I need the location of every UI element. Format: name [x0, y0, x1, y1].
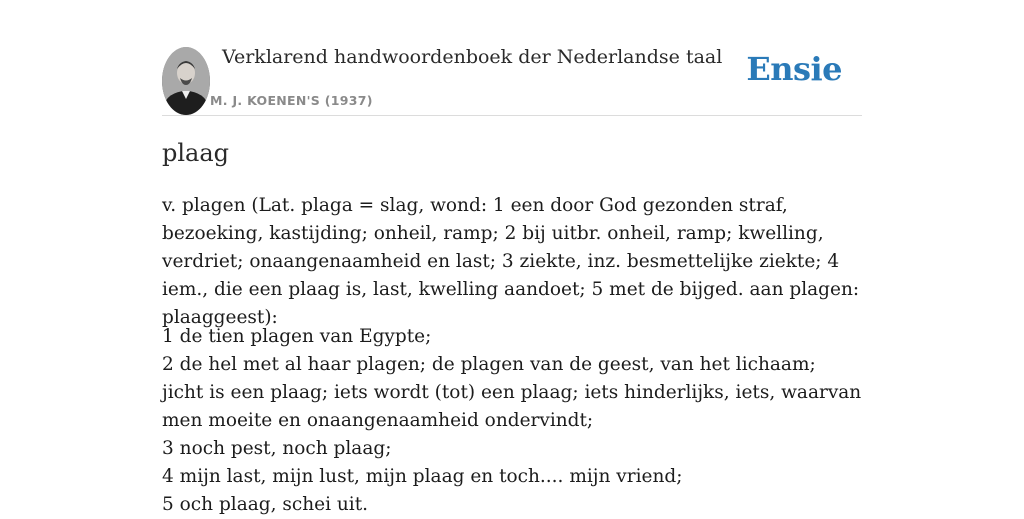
entry-examples [162, 323, 862, 519]
book-header [162, 0, 862, 116]
example-line: 4 mijn last, mijn lust, mijn plaag en toch.... mijn vriend; [162, 466, 683, 487]
author-label: M. J. KOENEN'S (1937) [210, 93, 373, 108]
page-container [162, 0, 862, 515]
example-line: 3 noch pest, noch plaag; [162, 438, 392, 459]
ensie-logo[interactable]: Ensie [746, 50, 842, 88]
author-portrait [162, 47, 210, 115]
entry-definition: v. plagen (Lat. plaga = slag, wond: 1 een door God gezonden straf, bezoeking, kastijding; onheil, ramp; 2 bij uitbr. onheil, ramp; kwelling, verdriet; onaangenaamheid en last; 3 ziekte, inz. besmettelijke ziekte; 4 iem., die een plaag is, last, kwelling aandoet; 5 met de bijged. aan plagen: plaaggeest): [162, 195, 860, 328]
entry-headword: plaag [162, 139, 230, 167]
example-line: 1 de tien plagen van Egypte; [162, 326, 432, 347]
book-title[interactable]: Verklarend handwoordenboek der Nederlandse taal [222, 46, 723, 68]
example-line: 5 och plaag, schei uit. [162, 494, 369, 515]
example-line: 2 de hel met al haar plagen; de plagen van de geest, van het lichaam; jicht is een plaag; iets wordt (tot) een plaag; iets hinderlijks, iets, waarvan men moeite en onaangenaamheid ondervindt; [162, 354, 862, 431]
